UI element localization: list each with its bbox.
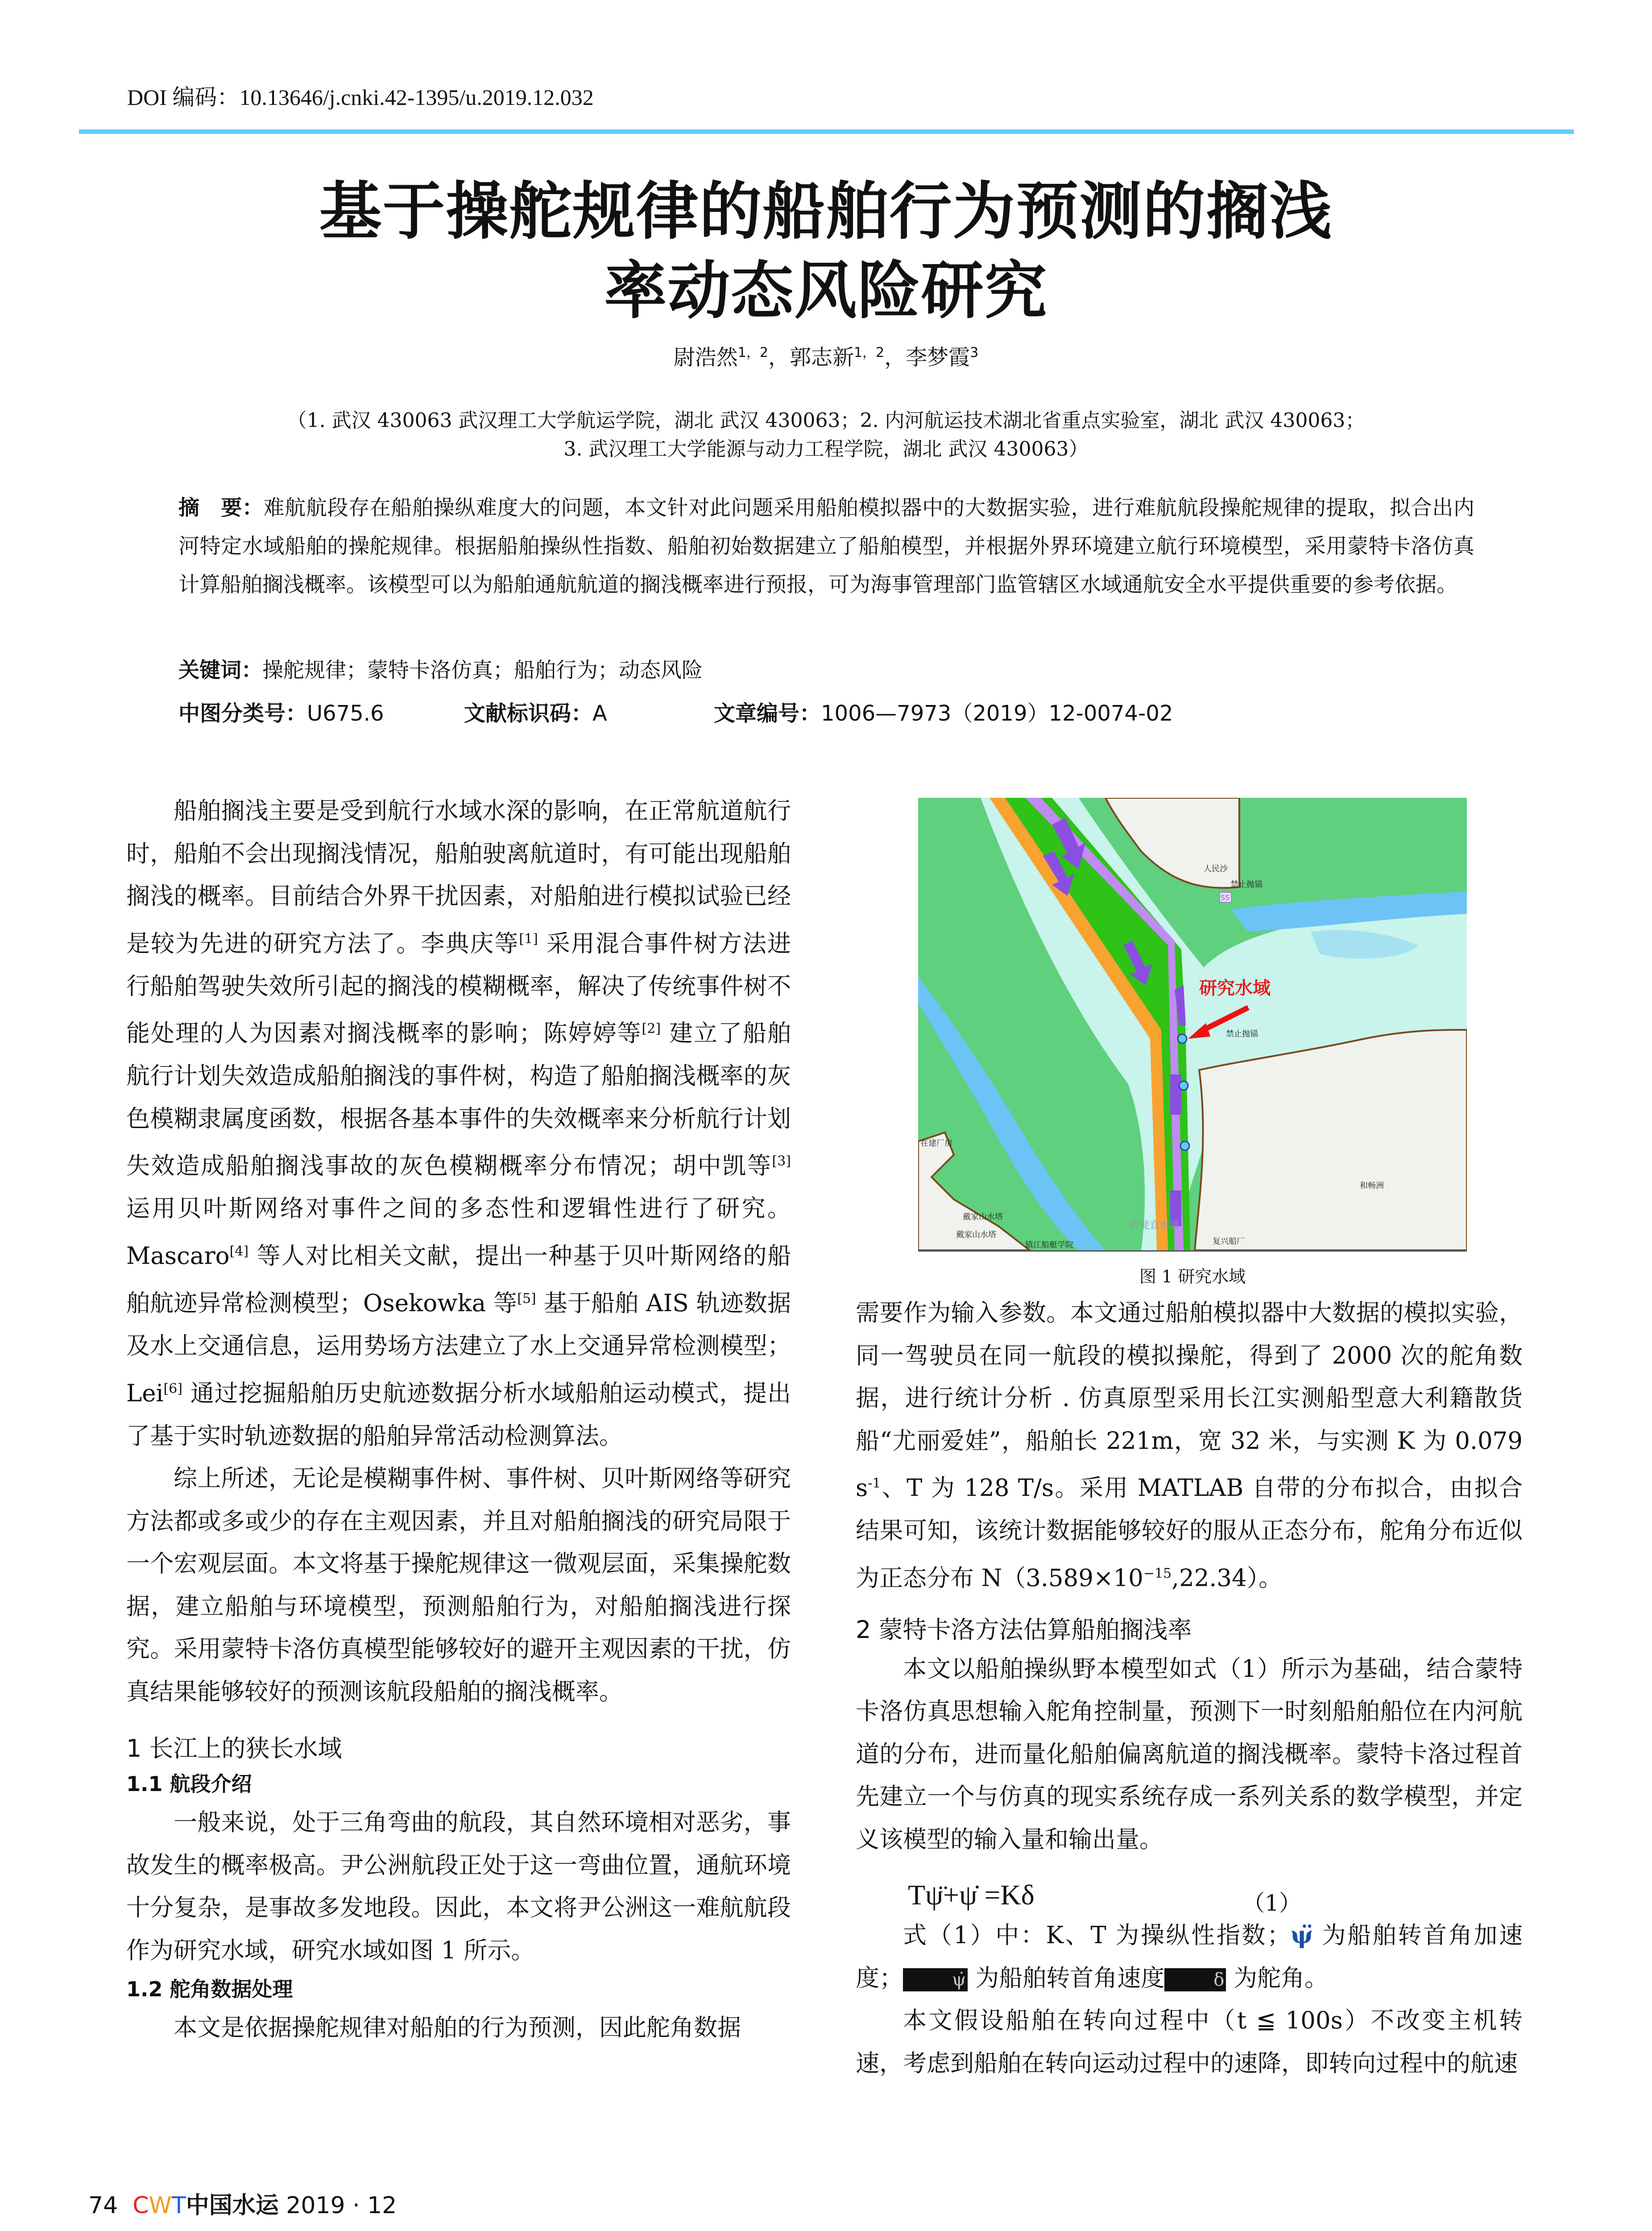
superscript: -1	[868, 1476, 881, 1491]
buoy-icon	[1178, 1034, 1187, 1043]
abstract	[178, 489, 1474, 604]
header-rule	[79, 129, 1574, 134]
equation-number: （1）	[1242, 1890, 1301, 1916]
ss-marker-label: SS	[1221, 893, 1230, 902]
map-label: 戴家山水塔	[963, 1212, 1003, 1222]
paragraph: 本文是依据操舵规律对船舶的行为预测，因此舵角数据	[174, 2014, 741, 2042]
paragraph: 综上所述，无论是模糊事件树、事件树、贝叶斯网络等研究方法都或多或少的存在主观因素，并且对船舶搁浅的研究局限于一个宏观层面。本文将基于操舵规律这一微观层面，采集操舵数据，建立船舶与环境模型，预测船舶行为，对船舶搁浅进行探究。采用蒙特卡洛仿真模型能够较好的避开主观因素的干扰，仿真结果能够较好的预测该航段船舶的搁浅概率。	[126, 1465, 791, 1705]
paper-title-line-2: 率动态风险研究	[604, 255, 1048, 328]
citation[interactable]: [2]	[642, 1021, 661, 1037]
article-number-label: 文章编号：	[714, 701, 821, 726]
journal-logo	[132, 2192, 186, 2219]
text-run: 为舵角。	[1226, 1964, 1329, 1992]
delta-symbol: δ	[1164, 1968, 1226, 1991]
map-label: 镇江船艇学院	[1025, 1240, 1073, 1250]
citation[interactable]: [1]	[519, 931, 538, 947]
author-name: 李梦霞	[906, 345, 970, 370]
paragraph	[856, 1292, 1523, 1600]
abstract-text: 难航航段存在船舶操纵难度大的问题，本文针对此问题采用船舶模拟器中的大数据实验，进行难航航段操舵规律的提取，拟合出内河特定水域船舶的操舵规律。根据船舶操纵性指数、船舶初始数据建立了船舶模型，并根据外界环境建立航行环境模型，采用蒙特卡洛仿真计算船舶搁浅概率。该模型可以为船舶通航航道的搁浅概率进行预报，可为海事管理部门监管辖区水域通航安全水平提供重要的参考依据。	[178, 496, 1475, 597]
arrow-mark	[1170, 1074, 1181, 1115]
clc-label: 中图分类号：	[178, 701, 307, 726]
psi-dot-symbol: ψ̇	[903, 1968, 968, 1991]
paragraph: 本文假设船舶在转向过程中（t ≦ 100s）不改变主机转速，考虑到船舶在转向运动过程中的速降，即转向过程中的航速	[856, 2007, 1523, 2077]
map-label: 禁止抛锚	[1226, 1029, 1258, 1039]
map-label: 复兴船厂	[1213, 1237, 1245, 1246]
paragraph: 本文以船舶操纵野本模型如式（1）所示为基础，结合蒙特卡洛仿真思想输入舵角控制量，预测下一时刻船舶船位在内河航道的分布，进而量化船舶偏离航道的搁浅概率。蒙特卡洛过程首先建立一个与仿真的现实系统存成一系列关系的数学模型，并定义该模型的输入量和输出量。	[856, 1655, 1523, 1853]
map-label: 丹徒直水道	[1130, 1220, 1180, 1231]
text-run: 船舶搁浅主要是受到航行水域水深的影响，在正常航道航行时，船舶不会出现搁浅情况，船舶驶离航道时，有可能出现船舶搁浅的概率。目前结合外界干扰因素，对船舶进行模拟试验已经是较为先进的研究方法了。李典庆等	[126, 797, 791, 958]
affiliation-line-2: 3. 武汉理工大学能源与动力工程学院，湖北 武汉 430063）	[563, 438, 1089, 460]
affiliation-line-1: （1. 武汉 430063 武汉理工大学航运学院，湖北 武汉 430063；2. 内河航运技术湖北省重点实验室，湖北 武汉 430063；	[287, 409, 1365, 432]
annotation-label: 研究水域	[1199, 978, 1271, 999]
figure-1-map	[918, 798, 1467, 1252]
citation[interactable]: [3]	[772, 1153, 791, 1169]
author-name: 郭志新	[789, 345, 854, 370]
subsection-heading-1-2: 1.2 舵角数据处理	[126, 1977, 293, 2002]
issue: 2019 · 12	[286, 2192, 397, 2219]
text-run: 为船舶转首角速度	[968, 1964, 1165, 1992]
text-run: 等人对比相关文献，提出一种基于贝叶斯网络的船舶航迹异常检测模型；Osekowka 等	[126, 1242, 791, 1317]
map-label: 和畅洲	[1360, 1181, 1384, 1190]
section-heading-1: 1 长江上的狭长水域	[126, 1734, 342, 1763]
keywords	[178, 654, 703, 684]
page-number: 74	[88, 2192, 118, 2219]
classification-line	[178, 696, 1173, 727]
map-label: 戴家山水塔	[956, 1230, 996, 1240]
keywords-label: 关键词：	[178, 658, 262, 683]
equation-1: Tψ̈+ψ̇ =Kδ	[908, 1879, 1035, 1911]
text-run: 建立了船舶航行计划失效造成船舶搁浅的事件树，构造了船舶搁浅概率的灰色模糊隶属度函数，根据各基本事件的失效概率来分析航行计划失效造成船舶搁浅事故的灰色模糊概率分布情况；胡中凯等	[126, 1020, 791, 1180]
doi-line: DOI 编码：10.13646/j.cnki.42-1395/u.2019.12.032	[127, 85, 594, 110]
doc-code-label: 文献标识码：	[464, 701, 593, 726]
map-label: 禁止抛锚	[1230, 880, 1263, 889]
text-run: 需要作为输入参数。本文通过船舶模拟器中大数据的模拟实验，同一驾驶员在同一航段的模拟操舵，得到了 2000 次的舵角数据，进行统计分析 . 仿真原型采用长江实测船型意大利籍散货船“尤丽爱娃”，船舶长 221m，宽 32 米，与实测 K 为 0.079 s	[856, 1299, 1523, 1502]
page-footer	[88, 2186, 397, 2220]
citation[interactable]: [4]	[229, 1243, 249, 1259]
section-heading-2: 2 蒙特卡洛方法估算船舶搁浅率	[856, 1615, 1192, 1644]
superscript: −15	[1143, 1565, 1172, 1581]
text-run: 、T 为 128 T/s。采用 MATLAB 自带的分布拟合，由拟合结果可知，该统计数据能够较好的服从正态分布，舵角分布近似为正态分布 N（3.589×10	[856, 1474, 1523, 1592]
map-label: 在建厂房	[920, 1139, 952, 1148]
author-name: 尉浩然	[673, 345, 738, 370]
paragraph: 一般来说，处于三角弯曲的航段，其自然环境相对恶劣，事故发生的概率极高。尹公洲航段正处于这一弯曲位置，通航环境十分复杂，是事故多发地段。因此，本文将尹公洲这一难航航段作为研究水域，研究水域如图 1 所示。	[126, 1809, 791, 1964]
text-run: 通过挖掘船舶历史航迹数据分析水域船舶运动模式，提出了基于实时轨迹数据的船舶异常活动检测算法。	[126, 1380, 791, 1450]
author-affiliation-mark: 3	[970, 345, 979, 361]
text-run: ,22.34）。	[1172, 1564, 1283, 1592]
map-label: 人民沙	[1204, 864, 1228, 874]
study-area-map	[918, 798, 1467, 1250]
author-affiliation-mark: 1，2	[853, 345, 885, 361]
citation[interactable]: [5]	[517, 1291, 536, 1307]
paragraph	[126, 790, 791, 1457]
buoy-icon	[1179, 1081, 1188, 1090]
right-column	[856, 1292, 1523, 2085]
logo-letter-t: T	[171, 2192, 186, 2219]
author-separator: ，	[768, 345, 790, 370]
left-column	[126, 790, 791, 2049]
text-run: 式（1）中：K、T 为操纵性指数；	[903, 1922, 1291, 1949]
text-run: 为船舶转首角加速度；	[856, 1922, 1523, 1992]
figure-caption: 图 1 研究水域	[1139, 1267, 1246, 1286]
text-run: 采用混合事件树方法进行船舶驾驶失效所引起的搁浅的模糊概率，解决了传统事件树不能处理的人为因素对搁浅概率的影响；陈婷婷等	[126, 930, 791, 1047]
logo-letter-w: W	[149, 2192, 172, 2219]
keywords-text: 操舵规律；蒙特卡洛仿真；船舶行为；动态风险	[262, 658, 703, 683]
buoy-icon	[1180, 1141, 1189, 1150]
doc-code-value: A	[592, 701, 607, 726]
abstract-label: 摘 要：	[178, 496, 264, 520]
text-run: 运用贝叶斯网络对事件之间的多态性和逻辑性进行了研究。 Mascaro	[126, 1195, 791, 1270]
article-number-value: 1006—7973（2019）12-0074-02	[821, 701, 1173, 726]
author-separator: ，	[884, 345, 906, 370]
shoal	[1195, 1030, 1467, 1250]
journal-name: 中国水运	[186, 2192, 279, 2219]
subsection-heading-1-1: 1.1 航段介绍	[126, 1772, 252, 1796]
paper-title-line-1: 基于操舵规律的船舶行为预测的搁浅	[319, 175, 1333, 248]
clc-value: U675.6	[307, 701, 384, 726]
psi-double-dot-symbol: ψ̈	[1291, 1921, 1313, 1949]
logo-letter-c: C	[132, 2192, 149, 2219]
citation[interactable]: [6]	[163, 1381, 183, 1397]
author-list	[0, 340, 1652, 371]
author-affiliation-mark: 1，2	[737, 345, 768, 361]
paragraph	[856, 1914, 1523, 1999]
text-run: 基于船舶 AIS 轨迹数据及水上交通信息，运用势场方法建立了水上交通异常检测模型；Lei	[126, 1290, 791, 1407]
